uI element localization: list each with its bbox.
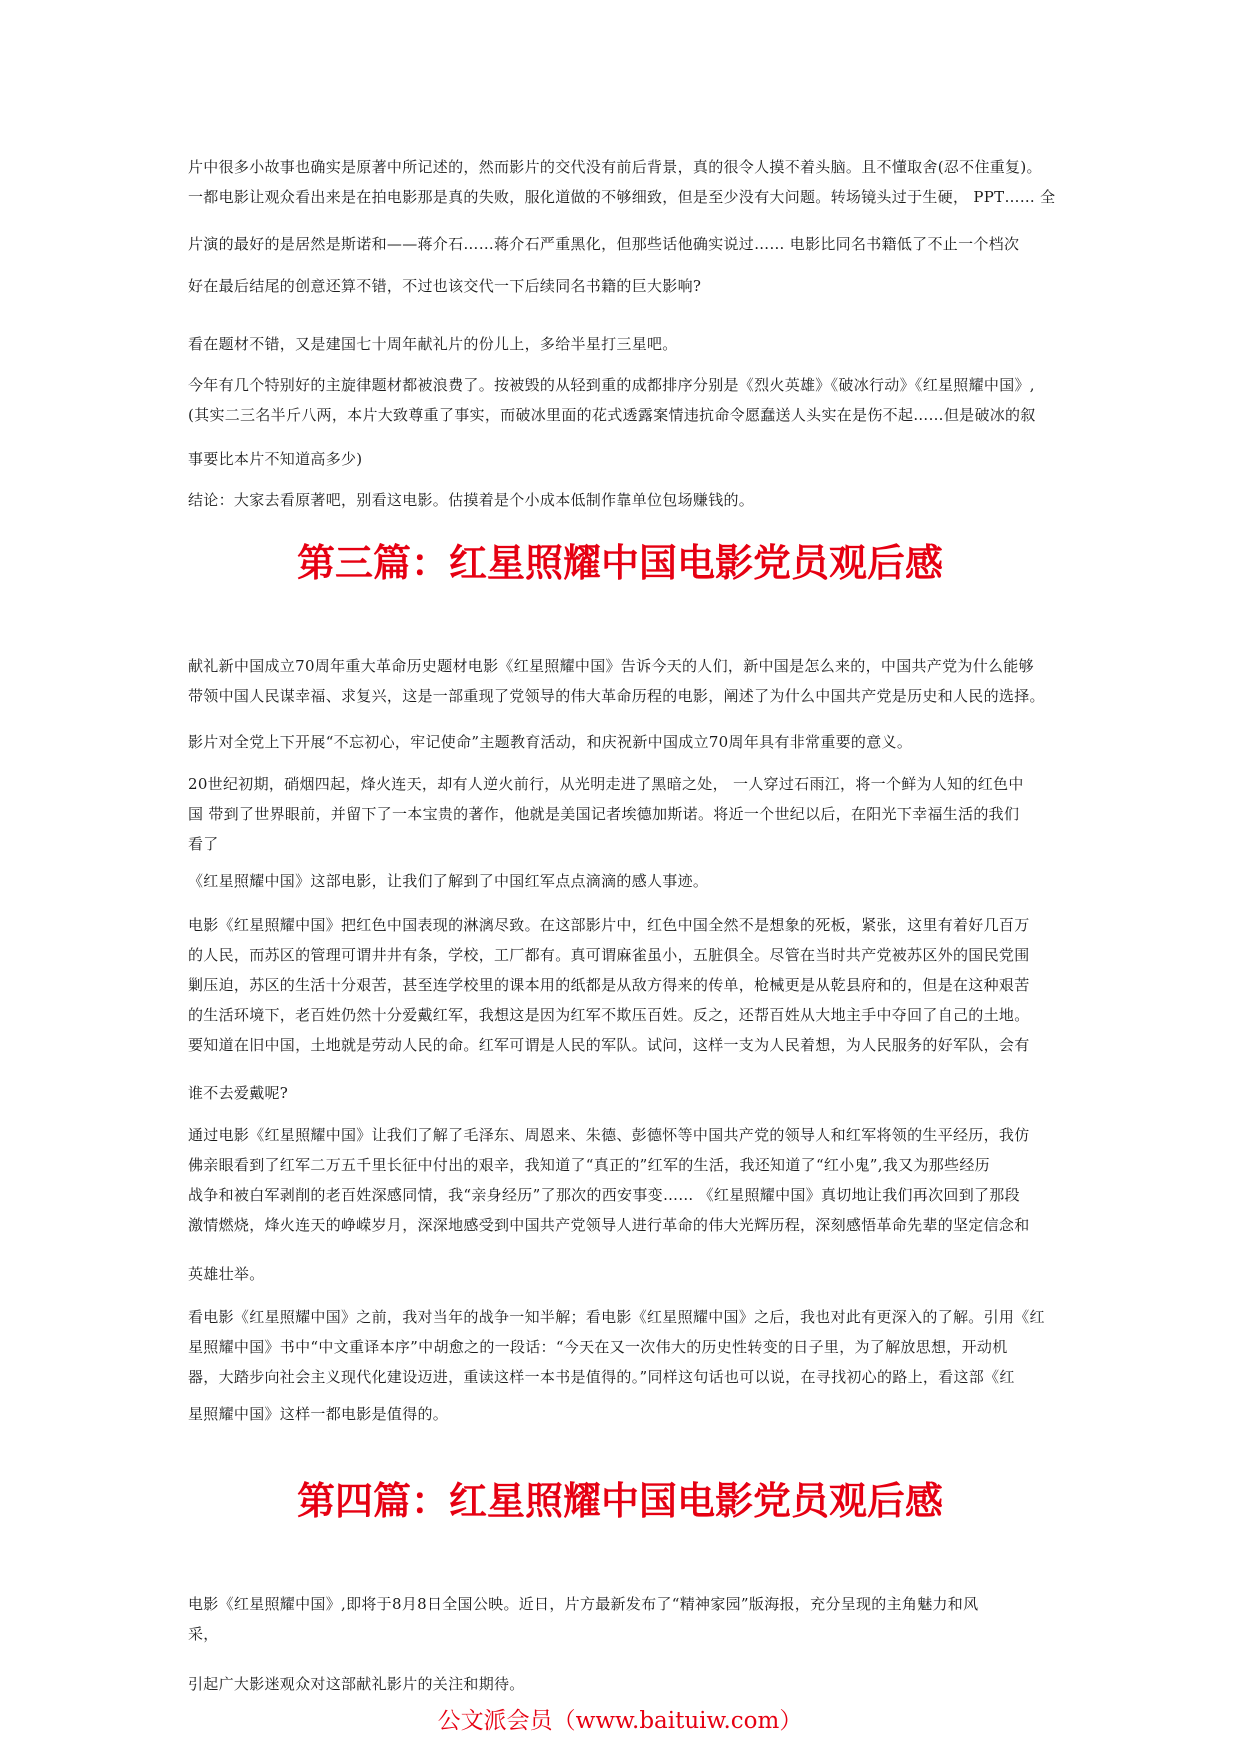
paragraph <box>188 1259 1068 1289</box>
text-line: 电影《红星照耀中国》,即将于8月8日全国公映。近日，片方最新发布了“精神家园”版海报，充分呈现的主角魅力和风 <box>188 1595 979 1613</box>
paragraph <box>188 1669 1068 1699</box>
paragraph <box>188 329 1068 359</box>
text-line: 剿压迫，苏区的生活十分艰苦，甚至连学校里的课本用的纸都是从敌方得来的传单，枪械更是从乾县府和的，但是在这种艰苦 <box>188 976 1030 994</box>
text-line: 国 带到了世界眼前，并留下了一本宝贵的著作，他就是美国记者埃德加斯诺。将近一个世纪以后，在阳光下幸福生活的我们 <box>188 805 1020 823</box>
text-line: 采， <box>188 1625 219 1643</box>
text-line: 好在最后结尾的创意还算不错，不过也该交代一下后续同名书籍的巨大影响? <box>188 277 702 295</box>
section-heading-4: 第四篇：红星照耀中国电影党员观后感 <box>296 1478 943 1523</box>
text-line: 《红星照耀中国》这部电影，让我们了解到了中国红军点点滴滴的感人事迹。 <box>188 872 709 890</box>
text-line: 看电影《红星照耀中国》之前，我对当年的战争一知半解；看电影《红星照耀中国》之后，我也对此有更深入的了解。引用《红 <box>188 1308 1045 1326</box>
paragraph <box>188 444 1068 474</box>
paragraph <box>188 229 1068 259</box>
paragraph <box>188 1302 1068 1392</box>
text-line: 英雄壮举。 <box>188 1265 265 1283</box>
text-line: 器，大踏步向社会主义现代化建设迈进，重读这样一本书是值得的。”同样这句话也可以说，在寻找初心的路上，看这部《红 <box>188 1368 1015 1386</box>
text-line: 今年有几个特别好的主旋律题材都被浪费了。按被毁的从轻到重的成都排序分别是《烈火英雄》《破冰行动》《红星照耀中国》, <box>188 376 1035 394</box>
text-line: 片中很多小故事也确实是原著中所记述的，然而影片的交代没有前后背景，真的很令人摸不着头脑。且不懂取舍(忍不住重复)。 <box>188 158 1042 176</box>
paragraph <box>188 1589 1068 1649</box>
text-line: 要知道在旧中国，土地就是劳动人民的命。红军可谓是人民的军队。试问，这样一支为人民着想，为人民服务的好军队，会有 <box>188 1036 1030 1054</box>
text-line: 事要比本片不知道高多少) <box>188 450 363 468</box>
text-line: 的生活环境下，老百姓仍然十分爱戴红军，我想这是因为红军不欺压百姓。反之，还帮百姓从大地主手中夺回了自己的土地。 <box>188 1006 1030 1024</box>
text-line: 影片对全党上下开展“不忘初心，牢记使命”主题教育活动，和庆祝新中国成立70周年具有非常重要的意义。 <box>188 733 913 751</box>
paragraph <box>188 485 1068 515</box>
text-line: 星照耀中国》这样一都电影是值得的。 <box>188 1405 449 1423</box>
text-line: 通过电影《红星照耀中国》让我们了解了毛泽东、周恩来、朱德、彭德怀等中国共产党的领导人和红军将领的生平经历，我仿 <box>188 1126 1030 1144</box>
paragraph <box>188 1120 1068 1240</box>
text-line: 一都电影让观众看出来是在拍电影那是真的失败，服化道做的不够细致，但是至少没有大问题。转场镜头过于生硬， PPT…… 全 <box>188 188 1056 206</box>
text-line: 20世纪初期，硝烟四起，烽火连天，却有人逆火前行，从光明走进了黑暗之处， 一人穿过石雨江，将一个鲜为人知的红色中 <box>188 775 1024 793</box>
text-line: 带领中国人民谋幸福、求复兴，这是一部重现了党领导的伟大革命历程的电影，阐述了为什么中国共产党是历史和人民的选择。 <box>188 687 1045 705</box>
paragraph <box>188 1399 1068 1429</box>
text-line: 看了 <box>188 835 219 853</box>
text-line: 星照耀中国》书中“中文重译本序”中胡愈之的一段话：“今天在又一次伟大的历史性转变的日子里，为了解放思想，开动机 <box>188 1338 1008 1356</box>
text-line: 谁不去爱戴呢? <box>188 1084 289 1102</box>
text-line: 电影《红星照耀中国》把红色中国表现的淋漓尽致。在这部影片中，红色中国全然不是想象的死板，紧张，这里有着好几百万 <box>188 916 1030 934</box>
paragraph <box>188 1078 1068 1108</box>
text-line: 佛亲眼看到了红军二万五千里长征中付出的艰辛，我知道了“真正的”红军的生活，我还知道了“红小鬼”,我又为那些经历 <box>188 1156 990 1174</box>
paragraph <box>188 866 1068 896</box>
paragraph <box>188 651 1068 711</box>
text-line: 片演的最好的是居然是斯诺和——蒋介石……蒋介石严重黑化，但那些话他确实说过…… 电影比同名书籍低了不止一个档次 <box>188 235 1020 253</box>
text-line: 献礼新中国成立70周年重大革命历史题材电影《红星照耀中国》告诉今天的人们，新中国是怎么来的，中国共产党为什么能够 <box>188 657 1034 675</box>
paragraph <box>188 271 1068 301</box>
paragraph <box>188 769 1068 859</box>
paragraph <box>188 152 1068 212</box>
paragraph <box>188 727 1068 757</box>
text-line: 激情燃烧，烽火连天的峥嵘岁月，深深地感受到中国共产党领导人进行革命的伟大光辉历程，深刻感悟革命先辈的坚定信念和 <box>188 1216 1030 1234</box>
text-line: 战争和被白军剥削的老百姓深感同情，我“亲身经历”了那次的西安事变…… 《红星照耀中国》真切地让我们再次回到了那段 <box>188 1186 1020 1204</box>
section-heading-3: 第三篇：红星照耀中国电影党员观后感 <box>296 540 943 585</box>
paragraph <box>188 910 1068 1060</box>
footer-site-link[interactable]: 公文派会员（www.baituiw.com） <box>437 1708 803 1734</box>
text-line: 引起广大影迷观众对这部献礼影片的关注和期待。 <box>188 1675 525 1693</box>
paragraph <box>188 370 1068 430</box>
text-line: 的人民，而苏区的管理可谓井井有条，学校，工厂都有。真可谓麻雀虽小，五脏俱全。尽管在当时共产党被苏区外的国民党围 <box>188 946 1030 964</box>
text-line: (其实二三名半斤八两，本片大致尊重了事实，而破冰里面的花式透露案情违抗命令愿蠢送人头实在是伤不起……但是破冰的叙 <box>188 406 1036 424</box>
text-line: 看在题材不错，又是建国七十周年献礼片的份儿上，多给半星打三星吧。 <box>188 335 678 353</box>
text-line: 结论：大家去看原著吧，别看这电影。估摸着是个小成本低制作靠单位包场赚钱的。 <box>188 491 755 509</box>
